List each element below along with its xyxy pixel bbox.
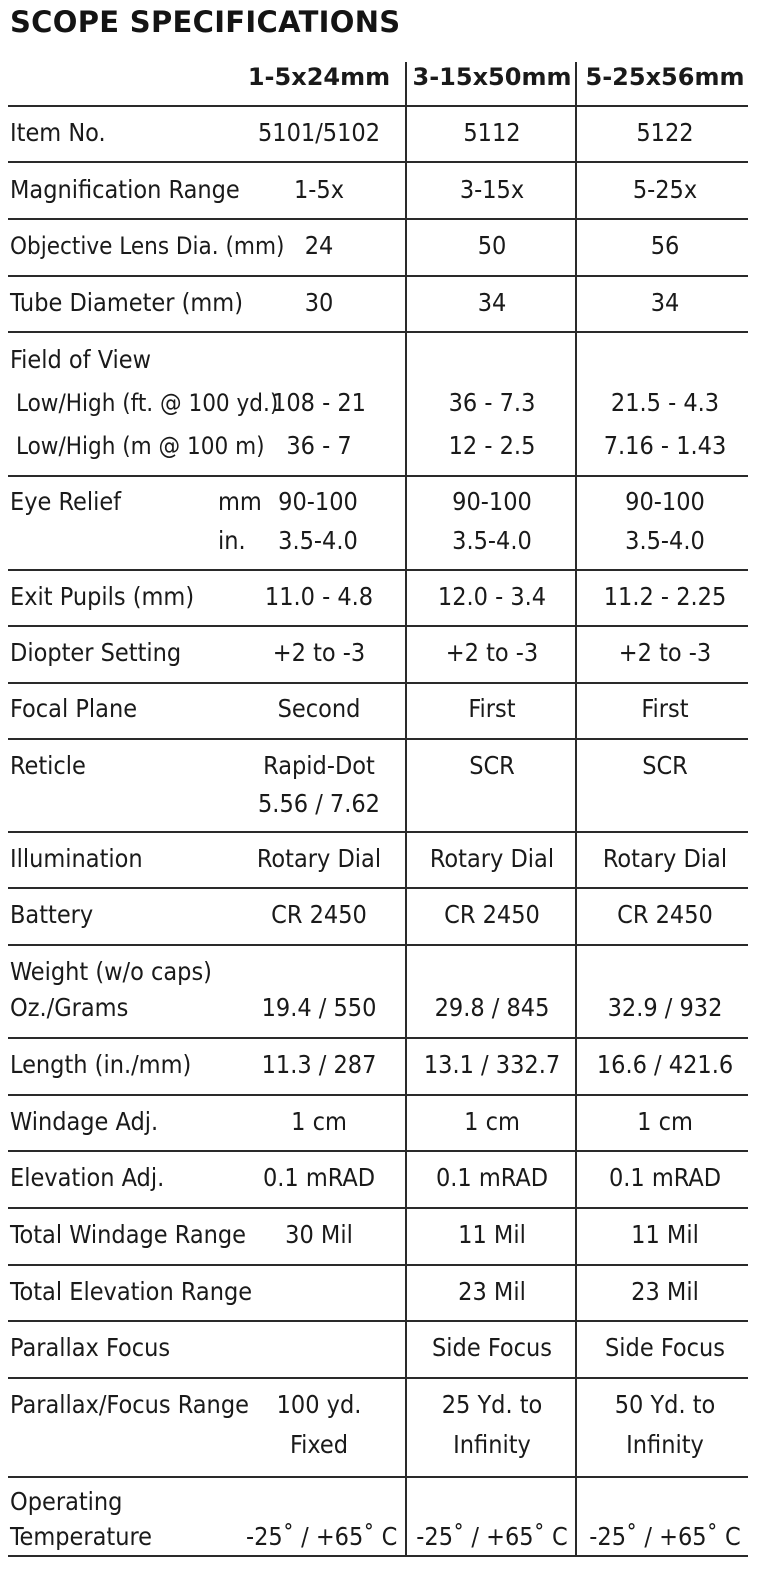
row-label-item-no: Item No. <box>10 118 106 147</box>
row-label-magnification: Magnification Range <box>10 175 240 204</box>
cell-value: +2 to -3 <box>618 638 712 667</box>
column-divider <box>575 62 577 1557</box>
cell-value: 12 - 2.5 <box>448 431 536 460</box>
cell-value: First <box>641 694 689 723</box>
row-label-parallax-focus: Parallax Focus <box>10 1333 171 1362</box>
row-divider <box>8 682 748 684</box>
row-label-length: Length (in./mm) <box>10 1050 192 1079</box>
row-sublabel-fov-m: Low/High (m @ 100 m) <box>16 432 265 460</box>
cell-value: 11.2 - 2.25 <box>603 582 727 611</box>
cell-value: 29.8 / 845 <box>434 993 550 1022</box>
row-divider <box>8 569 748 571</box>
row-divider <box>8 218 748 220</box>
unit-label-in: in. <box>218 526 246 555</box>
cell-value: 5122 <box>636 118 694 147</box>
row-divider <box>8 1476 748 1478</box>
cell-value: 0.1 mRAD <box>435 1163 549 1192</box>
cell-value: 34 <box>477 288 507 317</box>
cell-value: +2 to -3 <box>272 638 366 667</box>
cell-value: 36 - 7.3 <box>448 388 536 417</box>
row-label-weight: Weight (w/o caps) <box>10 957 212 986</box>
row-divider <box>8 1037 748 1039</box>
cell-value: 25 Yd. to <box>441 1390 543 1419</box>
row-label-elevation: Elevation Adj. <box>10 1163 165 1192</box>
row-label-field-of-view: Field of View <box>10 345 152 374</box>
cell-value: Rotary Dial <box>602 844 728 873</box>
cell-value: 1-5x <box>293 175 345 204</box>
cell-value: 24 <box>304 231 334 260</box>
cell-value: 30 Mil <box>285 1220 353 1249</box>
row-divider <box>8 887 748 889</box>
cell-value: 3.5-4.0 <box>625 526 705 555</box>
row-label-focal-plane: Focal Plane <box>10 694 138 723</box>
cell-value: Infinity <box>626 1430 704 1459</box>
cell-value: 11 Mil <box>631 1220 699 1249</box>
row-sublabel-temperature: Temperature <box>10 1522 152 1551</box>
row-divider <box>8 475 748 477</box>
row-label-illumination: Illumination <box>10 844 143 873</box>
row-label-total-windage: Total Windage Range <box>10 1220 246 1249</box>
cell-value: -25˚ / +65˚ C <box>589 1522 741 1551</box>
row-sublabel-weight: Oz./Grams <box>10 993 129 1022</box>
column-header-5-25x56mm: 5-25x56mm <box>585 63 745 91</box>
row-divider <box>8 1264 748 1266</box>
column-header-3-15x50mm: 3-15x50mm <box>412 63 572 91</box>
row-divider <box>8 1555 748 1557</box>
cell-value: 13.1 / 332.7 <box>423 1050 561 1079</box>
cell-value: 50 Yd. to <box>614 1390 716 1419</box>
cell-value: First <box>468 694 516 723</box>
row-divider <box>8 1377 748 1379</box>
cell-value: 3-15x <box>459 175 525 204</box>
cell-value: 5101/5102 <box>257 118 381 147</box>
cell-value: 90-100 <box>625 487 705 516</box>
row-label-operating: Operating <box>10 1487 123 1516</box>
row-divider <box>8 161 748 163</box>
row-label-eye-relief: Eye Relief <box>10 487 122 516</box>
column-header-1-5x24mm: 1-5x24mm <box>247 63 391 91</box>
cell-value: 21.5 - 4.3 <box>610 388 720 417</box>
row-divider <box>8 944 748 946</box>
unit-label-mm: mm <box>218 487 262 516</box>
cell-value: -25˚ / +65˚ C <box>416 1522 568 1551</box>
cell-value: 30 <box>304 288 334 317</box>
cell-value: 5-25x <box>632 175 698 204</box>
cell-value: CR 2450 <box>617 900 713 929</box>
cell-value: -25˚ / +65˚ C <box>246 1522 398 1551</box>
cell-value: Rotary Dial <box>256 844 382 873</box>
cell-value: 3.5-4.0 <box>278 526 358 555</box>
cell-value: Rapid-Dot <box>263 751 375 780</box>
cell-value: 23 Mil <box>631 1277 699 1306</box>
row-divider <box>8 1320 748 1322</box>
row-label-tube-diameter: Tube Diameter (mm) <box>10 288 243 317</box>
cell-value: 34 <box>650 288 680 317</box>
cell-value: 0.1 mRAD <box>608 1163 722 1192</box>
row-divider <box>8 105 748 107</box>
cell-value: Infinity <box>453 1430 531 1459</box>
cell-value: 1 cm <box>464 1107 520 1136</box>
row-label-reticle: Reticle <box>10 751 86 780</box>
cell-value: Side Focus <box>432 1333 552 1362</box>
cell-value: CR 2450 <box>271 900 367 929</box>
cell-value: 90-100 <box>278 487 358 516</box>
row-label-exit-pupils: Exit Pupils (mm) <box>10 582 195 611</box>
cell-value: 3.5-4.0 <box>452 526 532 555</box>
row-label-battery: Battery <box>10 900 94 929</box>
cell-value: 12.0 - 3.4 <box>437 582 547 611</box>
cell-value: SCR <box>642 751 688 780</box>
cell-value: 100 yd. <box>276 1390 362 1419</box>
row-label-objective: Objective Lens Dia. (mm) <box>10 232 285 260</box>
row-divider <box>8 1094 748 1096</box>
cell-value: 36 - 7 <box>286 431 352 460</box>
row-label-total-elevation: Total Elevation Range <box>10 1277 253 1306</box>
cell-value: 1 cm <box>291 1107 347 1136</box>
row-label-diopter: Diopter Setting <box>10 638 182 667</box>
cell-value: Rotary Dial <box>429 844 555 873</box>
cell-value: 7.16 - 1.43 <box>603 431 727 460</box>
cell-value: 56 <box>650 231 680 260</box>
row-divider <box>8 1207 748 1209</box>
row-label-parallax-range: Parallax/Focus Range <box>10 1390 249 1419</box>
cell-value: Fixed <box>289 1430 349 1459</box>
row-divider <box>8 625 748 627</box>
row-divider <box>8 831 748 833</box>
cell-value: Second <box>277 694 361 723</box>
row-divider <box>8 1150 748 1152</box>
cell-value: 11.0 - 4.8 <box>264 582 374 611</box>
cell-value: 32.9 / 932 <box>607 993 723 1022</box>
row-label-windage: Windage Adj. <box>10 1107 159 1136</box>
cell-value: 5112 <box>463 118 521 147</box>
cell-value: 50 <box>477 231 507 260</box>
cell-value: CR 2450 <box>444 900 540 929</box>
row-divider <box>8 738 748 740</box>
cell-value: 23 Mil <box>458 1277 526 1306</box>
cell-value: 11.3 / 287 <box>261 1050 377 1079</box>
cell-value: 5.56 / 7.62 <box>258 789 380 818</box>
cell-value: 108 - 21 <box>272 388 366 417</box>
row-sublabel-fov-ft: Low/High (ft. @ 100 yd.) <box>16 389 279 417</box>
cell-value: +2 to -3 <box>445 638 539 667</box>
cell-value: 0.1 mRAD <box>262 1163 376 1192</box>
cell-value: 16.6 / 421.6 <box>596 1050 734 1079</box>
cell-value: SCR <box>469 751 515 780</box>
column-divider <box>405 62 407 1557</box>
cell-value: 1 cm <box>637 1107 693 1136</box>
cell-value: 19.4 / 550 <box>261 993 377 1022</box>
cell-value: 90-100 <box>452 487 532 516</box>
row-divider <box>8 331 748 333</box>
page-title: SCOPE SPECIFICATIONS <box>10 5 401 39</box>
row-divider <box>8 275 748 277</box>
cell-value: 11 Mil <box>458 1220 526 1249</box>
cell-value: Side Focus <box>605 1333 725 1362</box>
